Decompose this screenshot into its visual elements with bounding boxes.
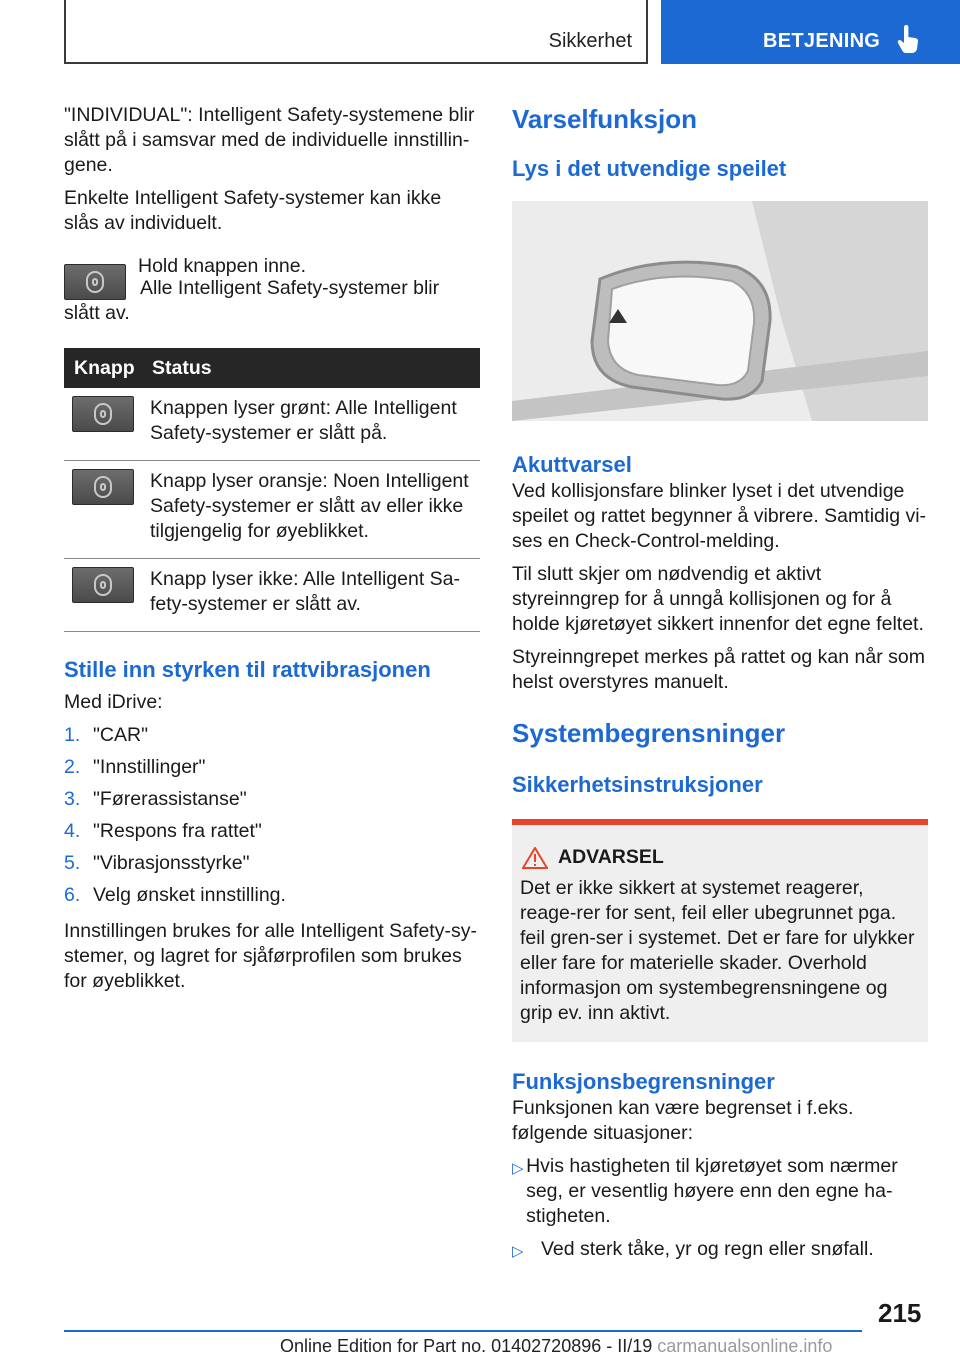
safety-button-image xyxy=(64,264,126,300)
individual-note: Enkelte Intelligent Safety-systemer kan ikke slås av individuelt. xyxy=(64,187,442,234)
list-item: 2. "Innstillinger" xyxy=(64,756,206,778)
list-item: 1. "CAR" xyxy=(64,724,149,746)
list-item: 5. "Vibrasjonsstyrke" xyxy=(64,852,250,874)
setting-note: Innstillingen brukes for alle Intelligent Safety-sy-stemer, og lagret for sjåførprofilen som brukes for øyeblikket. xyxy=(64,920,477,992)
idrive-intro: Med iDrive: xyxy=(64,691,163,713)
hold-text: Hold knappen inne. xyxy=(138,255,307,277)
acute-paragraph-2: Til slutt skjer om nødvendig et aktivt styreinngrep for å unngå kollisjonen og for å holde kjøretøyet sikkert innenfor det egne feltet. xyxy=(512,563,924,635)
footer-edition: Online Edition for Part no. 01402720896 - II/19 carmanualsonline.info xyxy=(280,1336,833,1356)
heading-system-limits: Systembegrensninger xyxy=(512,718,786,748)
page-number: 215 xyxy=(878,1298,922,1328)
footer-rule xyxy=(64,1330,862,1332)
header-section-label: Sikkerhet xyxy=(548,30,632,52)
mirror-illustration xyxy=(512,201,928,421)
table-header-button: Knapp xyxy=(64,348,142,388)
table-cell-status: Knapp lyser oransje: Noen Intelligent Safety-systemer er slått av eller ikke tilgjengelig for øyeblikket. xyxy=(142,461,480,559)
table-header-status: Status xyxy=(142,348,480,388)
list-item: ▷ Ved sterk tåke, yr og regn eller snøfall. xyxy=(512,1238,874,1260)
left-column xyxy=(64,103,480,1002)
idrive-steps xyxy=(64,723,480,915)
heading-mirror-light: Lys i det utvendige speilet xyxy=(512,156,787,181)
safety-button-image xyxy=(72,469,134,505)
safety-button-icon xyxy=(94,574,112,596)
section-heading-vibration: Stille inn styrken til rattvibrasjonen xyxy=(64,657,431,682)
list-item: 4. "Respons fra rattet" xyxy=(64,820,262,842)
safety-button-icon xyxy=(86,271,104,293)
list-item: 6. Velg ønsket innstilling. xyxy=(64,884,286,906)
warning-title: ADVARSEL xyxy=(558,846,664,868)
acute-paragraph-3: Styreinngrepet merkes på rattet og kan når som helst overstyres manuelt. xyxy=(512,646,925,693)
warning-triangle-icon xyxy=(522,847,548,869)
footer-watermark: carmanualsonline.info xyxy=(657,1336,833,1356)
header-chapter-label: BETJENING xyxy=(763,30,881,52)
heading-acute-warning: Akuttvarsel xyxy=(512,452,632,477)
heading-safety-instructions: Sikkerhetsinstruksjoner xyxy=(512,772,763,797)
right-column xyxy=(512,103,928,1272)
header-section-tab xyxy=(64,0,648,64)
individual-paragraph: "INDIVIDUAL": Intelligent Safety-systemene blir slått på i samsvar med de individuelle innstillin-gene. xyxy=(64,104,475,176)
table-row xyxy=(64,559,480,632)
table-cell-status: Knappen lyser grønt: Alle Intelligent Safety-systemer er slått på. xyxy=(142,388,480,461)
warning-text: Det er ikke sikkert at systemet reagerer, reage-rer for sent, feil eller ubegrunnet pga. feil gren-ser i systemet. Det er fare for ulykker eller fare for materielle skader. Overhold informasjon om systembegrensningene og grip ev. inn aktivt. xyxy=(520,877,915,1024)
safety-button-image xyxy=(72,567,134,603)
table-row xyxy=(64,461,480,559)
safety-button-icon xyxy=(94,476,112,498)
hand-pointer-icon xyxy=(895,25,921,55)
warning-box xyxy=(512,819,928,1042)
acute-paragraph-1: Ved kollisjonsfare blinker lyset i det utvendige speilet og rattet begynner å vibrere. Samtidig vi-ses en Check-Control-melding. xyxy=(512,480,927,552)
status-table xyxy=(64,348,480,632)
table-row xyxy=(64,388,480,461)
list-item: 3. "Førerassistanse" xyxy=(64,788,247,810)
hold-result: Alle Intelligent Safety-systemer blir slått av. xyxy=(64,277,440,324)
function-intro: Funksjonen kan være begrenset i f.eks. følgende situasjoner: xyxy=(512,1097,854,1144)
heading-warning-function: Varselfunksjon xyxy=(512,104,697,134)
table-cell-status: Knapp lyser ikke: Alle Intelligent Sa-fety-systemer er slått av. xyxy=(142,559,480,632)
safety-button-image xyxy=(72,396,134,432)
safety-button-icon xyxy=(94,403,112,425)
header-chapter-tab xyxy=(661,0,960,64)
limit-list xyxy=(512,1154,928,1264)
list-item: ▷ Hvis hastigheten til kjøretøyet som nærmer seg, er vesentlig høyere enn den egne ha-stigheten. xyxy=(512,1155,898,1227)
heading-function-limits: Funksjonsbegrensninger xyxy=(512,1069,775,1094)
